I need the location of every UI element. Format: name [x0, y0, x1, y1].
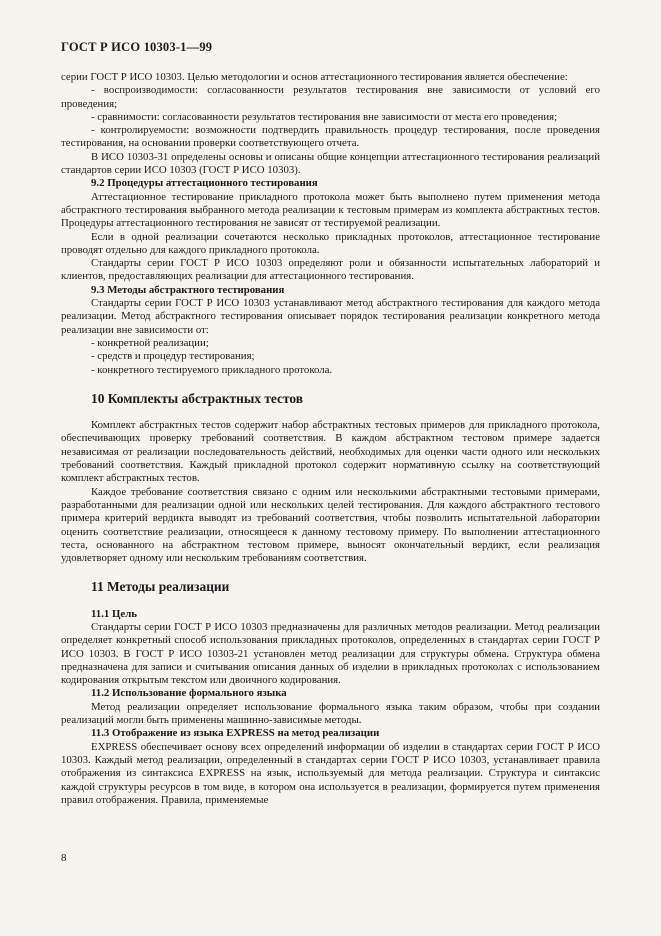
paragraph: Каждое требование соответствия связано с одним или несколькими абстрактными тестовыми примерами, разработанными для реализации одной или нескольких целей тестирования. Для каждого абстрактного тестового примера критерий вердикта выводят из требований соответствия, чтобы позволить испытательной лаборатории оценить соответствие реализации, относящееся к данному тестовому примеру. По выполнении аттестационного теста, основанного на абстрактном тестовом примере, выносят окончательный вердикт, если реализация удовлетворяет одному или нескольким требованиям соответствия.	[61, 485, 600, 565]
list-item: - конкретного тестируемого прикладного протокола.	[91, 363, 333, 376]
paragraph: В ИСО 10303-31 определены основы и описаны общие концепции аттестационного тестирования реализаций стандартов серии ИСО 10303 (ГОСТ Р ИСО 10303).	[61, 150, 600, 177]
paragraph: Стандарты серии ГОСТ Р ИСО 10303 определяют роли и обязанности испытательных лабораторий и клиентов, предоставляющих реализации для аттестационного тестирования.	[61, 257, 600, 283]
list-item: - средств и процедур тестирования;	[91, 350, 255, 363]
section-heading-11-3: 11.3 Отображение из языка EXPRESS на метод реализации	[91, 727, 380, 740]
page-number: 8	[61, 852, 67, 864]
running-header: ГОСТ Р ИСО 10303-1—99	[61, 40, 213, 54]
list-item: - сравнимости: согласованности результатов тестирования вне зависимости от места его проведения;	[91, 110, 558, 123]
paragraph: EXPRESS обеспечивает основу всех определений информации об изделии в стандартах серии ГОСТ Р ИСО 10303. Каждый метод реализации, определенный в стандартах серии ГОСТ Р ИСО 10303, устанавливает правила отображения из синтаксиса EXPRESS на язык, используемый для метода реализации. Структура и синтаксис каждой структуры ресурсов в том виде, в котором она используется в реализации, формируется путем применения правил отображения. Правила, применяемые	[61, 740, 600, 806]
paragraph: Если в одной реализации сочетаются несколько прикладных протоколов, аттестационное тестирование проводят отдельно для каждого прикладного протокола.	[61, 230, 600, 256]
section-heading-9-3: 9.3 Методы абстрактного тестирования	[91, 283, 285, 296]
document-page	[61, 40, 600, 807]
section-heading-11: 11 Методы реализации	[91, 579, 230, 595]
paragraph: Стандарты серии ГОСТ Р ИСО 10303 устанавливают метод абстрактного тестирования для каждого метода реализации. Метод абстрактного тестирования описывает порядок тестирования реализации конкретного метода реализации вне зависимости от:	[61, 297, 600, 336]
list-item: - контролируемости: возможности подтвердить правильность процедур тестирования, после проведения тестирования, на основании проверки соответствующего отчета.	[61, 124, 600, 150]
paragraph: Аттестационное тестирование прикладного протокола может быть выполнено путем применения метода абстрактного тестирования выбранного метода реализации к тестовым примерам из комплекта абстрактных тестов. Процедуры аттестационного тестирования не зависят от тестируемой реализации.	[61, 190, 600, 230]
paragraph: Комплект абстрактных тестов содержит набор абстрактных тестовых примеров для прикладного протокола, обеспечивающих проверку требований соответствия. В каждом абстрактном тестовом примере задается независимая от реализации последовательность действий, необходимых для оценки части одного или нескольких требований соответствия. Каждый прикладной протокол содержит нормативную ссылку на соответствующий комплект абстрактных тестов.	[61, 419, 600, 485]
paragraph: серии ГОСТ Р ИСО 10303. Целью методологии и основ аттестационного тестирования является обеспечение:	[61, 71, 568, 83]
list-item: - воспроизводимости: согласованности результатов тестирования вне зависимости от условий его проведения;	[61, 84, 600, 110]
document-body	[61, 71, 600, 807]
section-heading-9-2: 9.2 Процедуры аттестационного тестирования	[91, 177, 318, 190]
list-item: - конкретной реализации;	[91, 336, 209, 349]
paragraph: Метод реализации определяет использование формального языка таким образом, чтобы при создании реализаций могли быть применены машинно-зависимые методы.	[61, 700, 600, 727]
paragraph: Стандарты серии ГОСТ Р ИСО 10303 предназначены для различных методов реализации. Метод реализации определяет конкретный способ использования прикладных протоколов, определенных в стандартах серии ГОСТ Р ИСО 10303. В ГОСТ Р ИСО 10303-21 установлен метод реализации для структуры обмена. Структура обмена предназначена для записи и считывания описания данных об изделии в прикладных протоколах с использованием кодирования открытым текстом или двоичного кодирования.	[61, 620, 600, 687]
section-heading-11-2: 11.2 Использование формального языка	[91, 687, 287, 700]
section-heading-10: 10 Комплекты абстрактных тестов	[91, 390, 303, 406]
section-heading-11-1: 11.1 Цель	[91, 607, 137, 620]
